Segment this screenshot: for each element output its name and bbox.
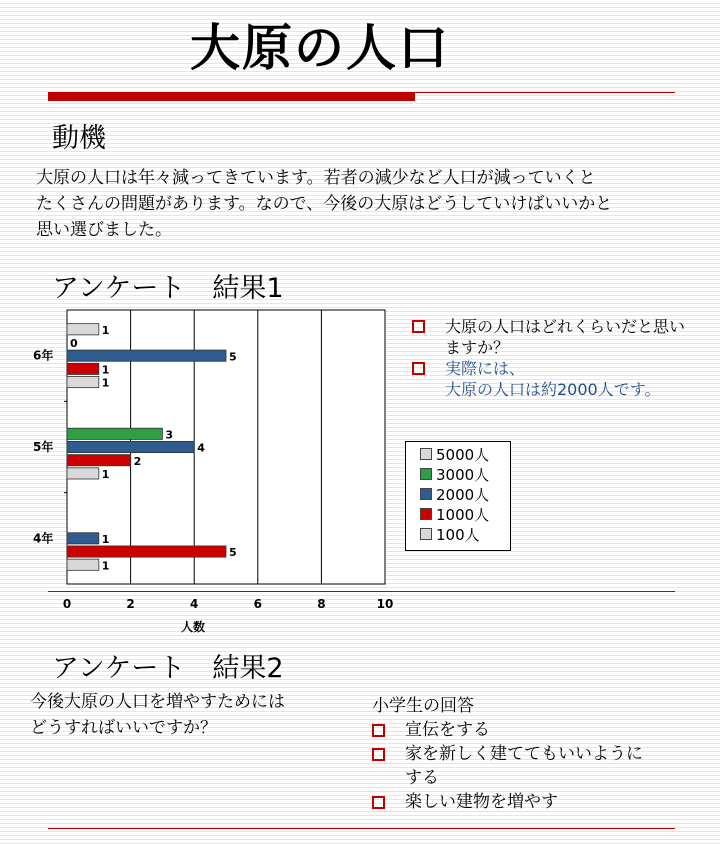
x-tick-label: 0 (62, 597, 72, 611)
bar (67, 546, 226, 557)
motive-heading: 動機 (52, 123, 106, 154)
bar-data-label: 1 (101, 363, 110, 377)
population-chart (0, 300, 400, 640)
section-divider (48, 591, 675, 592)
legend-item (406, 484, 510, 504)
bar-data-label: 5 (229, 350, 237, 364)
note-item-highlight (412, 358, 712, 400)
legend-label: 1000人 (436, 505, 490, 524)
bar-data-label: 1 (101, 468, 110, 481)
legend-label: 2000人 (436, 485, 490, 504)
survey2-heading: アンケート 結果2 (52, 653, 284, 684)
bar-data-label: 0 (70, 337, 78, 351)
answer-line: 家を新しく建ててもいいように (405, 744, 643, 764)
question-line: どうすればいいですか？ (30, 718, 217, 738)
page-title: 大原の人口 (190, 19, 450, 77)
note-line: 大原の人口は約2000人です。 (445, 380, 661, 399)
bar (67, 428, 162, 439)
answer-item (372, 742, 692, 790)
bar (67, 324, 99, 335)
bar (67, 350, 226, 361)
category-label: 4年 (33, 531, 54, 546)
legend-item (406, 504, 510, 524)
legend-item (406, 464, 510, 484)
survey1-heading: アンケート 結果1 (52, 273, 284, 304)
bar-data-label: 4 (197, 441, 205, 455)
survey2-question (30, 689, 360, 741)
legend-label: 5000人 (436, 445, 490, 464)
bar (67, 363, 99, 374)
bar (67, 376, 99, 387)
x-tick-label: 4 (190, 597, 199, 611)
legend-label: 100人 (436, 525, 480, 544)
answer-item (372, 790, 692, 814)
answers-title: 小学生の回答 (372, 696, 474, 716)
bar (67, 559, 99, 570)
motive-text (36, 165, 696, 243)
bar-data-label: 5 (229, 546, 237, 560)
chart-legend (405, 441, 511, 551)
legend-swatch (420, 528, 432, 540)
bar-data-label: 1 (101, 532, 110, 546)
category-label: 6年 (33, 348, 54, 363)
motive-line: 大原の人口は年々減ってきています。若者の減少など人口が減っていくと (36, 168, 596, 188)
square-bullet-icon (372, 748, 385, 761)
square-bullet-icon (412, 362, 425, 375)
bar-data-label: 1 (101, 559, 110, 573)
x-axis-label: 人数 (180, 620, 206, 634)
note-line: ますか？ (445, 338, 510, 357)
bar (67, 441, 194, 452)
footer-divider (48, 828, 675, 829)
legend-label: 3000人 (436, 465, 490, 484)
bar (67, 455, 131, 466)
survey2-answers (372, 694, 692, 814)
x-tick-label: 8 (317, 597, 326, 611)
square-bullet-icon (372, 724, 385, 737)
question-line: 今後大原の人口を増やすためには (30, 692, 285, 712)
x-tick-label: 10 (376, 597, 394, 611)
legend-item (406, 444, 510, 464)
x-tick-label: 6 (253, 597, 262, 611)
legend-swatch (420, 508, 432, 520)
x-tick-label: 2 (126, 597, 135, 611)
square-bullet-icon (372, 796, 385, 809)
bar (67, 468, 99, 479)
note-line: 実際には、 (445, 359, 526, 378)
legend-item (406, 524, 510, 544)
category-label: 5年 (33, 440, 54, 454)
answer-line: 楽しい建物を増やす (405, 792, 558, 812)
title-accent-bar (48, 92, 415, 101)
answer-line: 宣伝をする (405, 720, 490, 740)
legend-swatch (420, 468, 432, 480)
title-divider (48, 92, 675, 93)
bar (67, 533, 99, 544)
square-bullet-icon (412, 320, 425, 333)
legend-swatch (420, 448, 432, 460)
bar-data-label: 2 (133, 454, 142, 468)
motive-line: たくさんの問題があります。なので、今後の大原はどうしていけばいいかと (36, 194, 613, 214)
answer-line: する (405, 768, 439, 788)
answer-item (372, 718, 692, 742)
note-item (412, 316, 712, 358)
bar-data-label: 1 (101, 323, 110, 337)
bar-data-label: 1 (101, 376, 110, 390)
note-line: 大原の人口はどれくらいだと思い (445, 317, 686, 336)
survey1-notes (412, 316, 712, 400)
bar-data-label: 3 (165, 428, 174, 442)
motive-line: 思い選びました。 (36, 220, 172, 240)
legend-swatch (420, 488, 432, 500)
